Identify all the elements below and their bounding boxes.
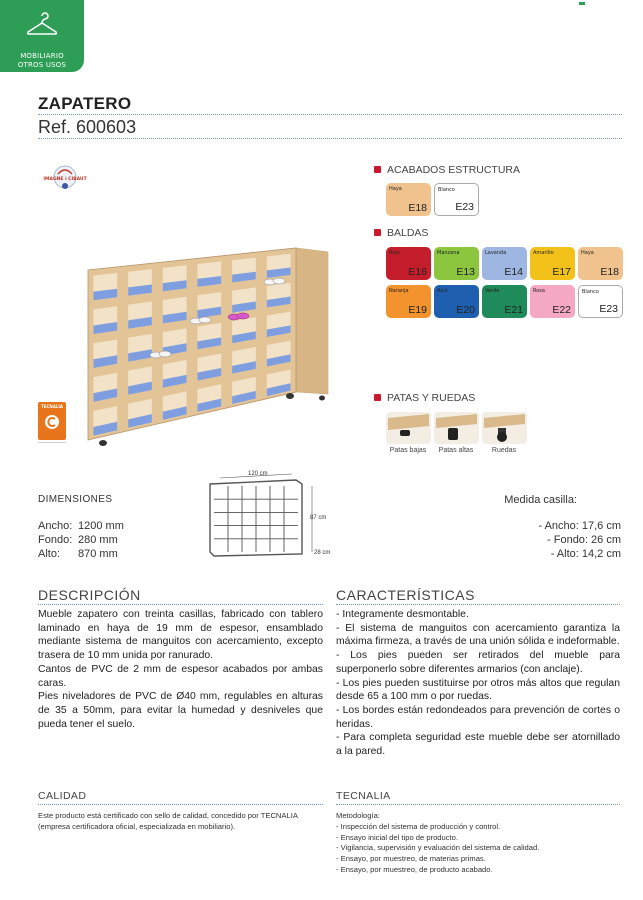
tecnalia-item: - Inspección del sistema de producción y control. xyxy=(336,821,501,831)
characteristic-item: - El sistema de manguitos con acercamiento garantiza la máxima firmeza, a través de una unión sólida e indeformable. xyxy=(336,622,620,648)
dimensions-heading: DIMENSIONES xyxy=(38,494,113,505)
dimension-label: Alto: xyxy=(38,548,61,560)
bullet-icon xyxy=(374,166,381,173)
swatch-code: E23 xyxy=(455,201,474,213)
swatch-name: Rosa xyxy=(533,288,545,294)
tecnalia-methodology xyxy=(336,811,620,876)
finish-swatch[interactable] xyxy=(434,247,479,280)
swatch-name: Haya xyxy=(581,250,594,256)
depth-label: 28 cm xyxy=(314,550,331,556)
characteristic-item: - Los pies pueden ser retirados del mueble para superponerlo sobre diferentes armarios (con anclaje). xyxy=(336,650,620,675)
shoe-rack-image xyxy=(86,244,330,450)
quality-heading: CALIDAD xyxy=(38,790,87,802)
structure-finishes-heading xyxy=(374,164,520,176)
characteristic-item: - Los bordes están redondeados para prevención de cortes o heridas. xyxy=(336,704,620,730)
product-reference: Ref. 600603 xyxy=(38,117,137,137)
shoe-pair-3 xyxy=(228,313,249,320)
dimension-label: Ancho: xyxy=(38,520,73,532)
swatch-name: Haya xyxy=(389,186,402,192)
swatch-code: E20 xyxy=(456,304,475,316)
swatch-name: Blanco xyxy=(582,289,599,295)
quality-mark-text: IMAGNE i CIBAUT xyxy=(43,177,87,182)
finish-swatch[interactable] xyxy=(386,285,431,318)
shoe-pair-1 xyxy=(264,278,285,285)
dimension-value: 1200 mm xyxy=(78,520,124,532)
legs-heading xyxy=(374,392,475,404)
finish-swatch[interactable] xyxy=(386,183,431,216)
swatch-code: E19 xyxy=(408,304,427,316)
swatch-name: Rojo xyxy=(389,250,400,256)
description-divider xyxy=(38,604,323,605)
swatch-name: Naranja xyxy=(389,288,409,294)
dimension-row-width xyxy=(38,520,124,532)
tecnalia-badge xyxy=(38,402,66,452)
description-body xyxy=(38,608,323,731)
cell-size-width: - Ancho: 17,6 cm xyxy=(538,520,621,532)
finish-swatch[interactable] xyxy=(434,285,479,318)
finish-swatch[interactable] xyxy=(482,247,527,280)
height-label: 87 cm xyxy=(310,515,327,521)
quality-divider xyxy=(38,804,323,805)
tecnalia-badge-footer xyxy=(38,442,66,450)
cell-size-height: - Alto: 14,2 cm xyxy=(550,548,621,560)
low-feet-icon xyxy=(386,412,431,444)
quality-mark-logo xyxy=(38,160,92,200)
quality-text: Este producto está certificado con sello de calidad, concedido por TECNALIA (empresa certificadora oficial, especializada en mobiliario). xyxy=(38,811,298,831)
legs-label-wheels: Ruedas xyxy=(491,447,517,454)
finish-swatch[interactable] xyxy=(482,285,527,318)
category-label-line2: OTROS USOS xyxy=(17,61,67,69)
category-label-line1: MOBILIARIO xyxy=(20,52,64,60)
swatch-name: Azul xyxy=(437,288,448,294)
tecnalia-item: - Vigilancia, supervisión y evaluación del sistema de calidad. xyxy=(336,843,540,853)
bullet-icon xyxy=(374,394,381,401)
shoe-pair-2 xyxy=(190,317,211,324)
swatch-name: Lavanda xyxy=(485,250,507,256)
swatch-code: E21 xyxy=(504,304,523,316)
description-paragraph: Cantos de PVC de 2 mm de espesor acabados por ambas caras. xyxy=(38,663,323,689)
finish-swatch[interactable] xyxy=(578,247,623,280)
swatch-code: E18 xyxy=(408,202,427,214)
legs-label-high: Patas altas xyxy=(438,447,474,454)
title-divider xyxy=(38,114,622,115)
characteristics-heading: CARACTERÍSTICAS xyxy=(336,587,475,603)
dimension-row-depth xyxy=(38,534,118,546)
shelves-heading xyxy=(374,227,428,239)
swatch-code: E22 xyxy=(552,304,571,316)
description-heading: DESCRIPCIÓN xyxy=(38,587,141,603)
dimension-row-height xyxy=(38,548,118,560)
ref-divider xyxy=(38,138,622,139)
cell-size-heading: Medida casilla: xyxy=(504,494,577,506)
structure-finishes-heading-text: ACABADOS ESTRUCTURA xyxy=(387,164,521,176)
dimension-value: 280 mm xyxy=(78,534,118,546)
swatch-code: E13 xyxy=(456,266,475,278)
tecnalia-heading: TECNALIA xyxy=(336,790,391,802)
diagram-grid xyxy=(214,486,298,552)
shoe-pair-4 xyxy=(150,351,171,358)
hanger-icon xyxy=(26,12,58,38)
legs-heading-text: PATAS Y RUEDAS xyxy=(387,392,476,404)
cell-size-depth: - Fondo: 26 cm xyxy=(547,534,621,546)
finish-swatch[interactable] xyxy=(530,285,575,318)
characteristics-list xyxy=(336,608,620,759)
finish-swatch[interactable] xyxy=(578,285,623,318)
swatch-code: E14 xyxy=(504,266,523,278)
swatch-code: E18 xyxy=(600,266,619,278)
bullet-icon xyxy=(374,229,381,236)
swatch-name: Amarillo xyxy=(533,250,554,256)
swatch-name: Manzana xyxy=(437,250,460,256)
tecnalia-divider xyxy=(336,804,620,805)
tecnalia-intro: Metodología: xyxy=(336,811,380,820)
dimension-label: Fondo: xyxy=(38,534,73,546)
dimension-value: 870 mm xyxy=(78,548,118,560)
swatch-name: Verde xyxy=(485,288,500,294)
characteristic-item: - Para completa seguridad este mueble debe ser atornillado a la pared. xyxy=(336,732,620,758)
characteristic-item: - Integramente desmontable. xyxy=(336,609,469,620)
product-title: ZAPATERO xyxy=(38,94,132,113)
tecnalia-item: - Ensayo, por muestreo, de materias primas. xyxy=(336,854,486,864)
swatch-code: E17 xyxy=(552,266,571,278)
legs-label-low: Patas bajas xyxy=(389,447,427,454)
characteristics-divider xyxy=(336,604,620,605)
swatch-code: E23 xyxy=(599,303,618,315)
high-feet-icon xyxy=(434,412,479,444)
tecnalia-badge-label: TECNALIA xyxy=(41,404,63,409)
corner-mark xyxy=(579,2,585,5)
tecnalia-item: - Ensayo, por muestreo, de producto acabado. xyxy=(336,864,493,874)
certification-c-icon xyxy=(44,414,60,430)
finish-swatch[interactable] xyxy=(530,247,575,280)
finish-swatch[interactable] xyxy=(434,183,479,216)
category-tab[interactable] xyxy=(0,0,84,72)
tecnalia-item: - Ensayo inicial del tipo de producto. xyxy=(336,832,458,842)
width-label: 120 cm xyxy=(248,471,268,477)
finish-swatch[interactable] xyxy=(386,247,431,280)
dimension-diagram xyxy=(204,470,344,560)
swatch-code: E16 xyxy=(408,266,427,278)
wheels-icon xyxy=(482,412,527,444)
characteristic-item: - Los pies pueden sustituirse por otros más altos que regulan desde 65 a 100 mm o por ruedas. xyxy=(336,677,620,703)
swatch-name: Blanco xyxy=(438,187,455,193)
shelves-heading-text: BALDAS xyxy=(387,227,429,239)
description-paragraph: Mueble zapatero con treinta casillas, fabricado con tablero laminado en haya de 19 mm de espesor, ensamblado mediante sistema de manguitos con acercamiento, excepto trasera de 10 mm unida por ranurado. xyxy=(38,609,323,662)
description-paragraph: Pies niveladores de PVC de Ø40 mm, regulables en alturas de 35 a 50mm, para evitar la humedad y desniveles que pueda tener el suelo. xyxy=(38,691,323,730)
